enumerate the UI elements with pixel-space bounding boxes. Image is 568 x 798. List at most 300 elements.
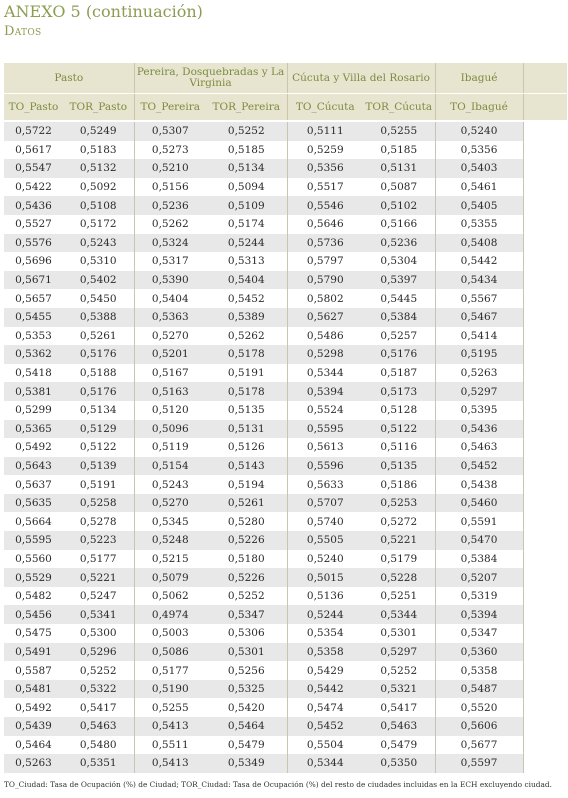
table-cell: 0,5092 [63, 178, 134, 197]
table-cell: 0,5134 [206, 159, 287, 178]
table-cell: 0,5517 [287, 178, 363, 197]
table-row [4, 420, 567, 439]
table-row [4, 605, 567, 624]
table-row [4, 531, 567, 550]
table-cell: 0,5317 [134, 252, 206, 271]
table-cell: 0,5479 [206, 736, 287, 755]
table-cell: 0,5191 [63, 475, 134, 494]
table-row [4, 345, 567, 364]
table-cell: 0,5344 [287, 364, 363, 383]
table-row [4, 252, 567, 271]
column-header: TOR_Pereira [206, 94, 287, 122]
table-cell: 0,5313 [206, 252, 287, 271]
table-cell: 0,5154 [134, 457, 206, 476]
table-cell: 0,5436 [435, 420, 523, 439]
table-cell: 0,5134 [63, 401, 134, 420]
table-cell: 0,5438 [435, 475, 523, 494]
table-cell: 0,5595 [287, 420, 363, 439]
table-cell: 0,5096 [134, 420, 206, 439]
table-cell: 0,5363 [134, 308, 206, 327]
table-cell: 0,5195 [435, 345, 523, 364]
table-cell: 0,5722 [4, 121, 63, 141]
table-cell: 0,5461 [435, 178, 523, 197]
table-cell: 0,5344 [363, 605, 435, 624]
table-cell: 0,5657 [4, 289, 63, 308]
table-cell: 0,5263 [4, 754, 63, 773]
table-cell: 0,5240 [435, 121, 523, 141]
table-cell: 0,5414 [435, 327, 523, 346]
group-header-ibague: Ibagué [435, 63, 523, 94]
empty-cell [523, 382, 567, 401]
group-header-pereira: Pereira, Dosquebradas y La Virginia [134, 63, 287, 94]
empty-cell [523, 252, 567, 271]
table-cell: 0,5384 [435, 550, 523, 569]
table-cell: 0,5418 [4, 364, 63, 383]
table-cell: 0,5520 [435, 698, 523, 717]
table-cell: 0,5491 [4, 643, 63, 662]
table-cell: 0,5480 [63, 736, 134, 755]
empty-cell [523, 587, 567, 606]
table-cell: 0,5139 [63, 457, 134, 476]
table-cell: 0,5429 [287, 661, 363, 680]
group-header-pasto: Pasto [4, 63, 134, 94]
empty-cell [523, 178, 567, 197]
table-cell: 0,5255 [134, 698, 206, 717]
table-cell: 0,5707 [287, 494, 363, 513]
column-header: TO_Pasto [4, 94, 63, 122]
table-cell: 0,5325 [206, 680, 287, 699]
table-cell: 0,5221 [363, 531, 435, 550]
table-cell: 0,5527 [4, 215, 63, 234]
table-cell: 0,5362 [4, 345, 63, 364]
table-cell: 0,5301 [206, 643, 287, 662]
empty-cell [523, 401, 567, 420]
table-cell: 0,5131 [363, 159, 435, 178]
table-cell: 0,5450 [63, 289, 134, 308]
table-row [4, 364, 567, 383]
empty-cell [523, 680, 567, 699]
table-cell: 0,5003 [134, 624, 206, 643]
empty-cell [523, 271, 567, 290]
table-cell: 0,5802 [287, 289, 363, 308]
table-cell: 0,5253 [363, 494, 435, 513]
table-cell: 0,5482 [4, 587, 63, 606]
table-cell: 0,5505 [287, 531, 363, 550]
table-cell: 0,5102 [363, 196, 435, 215]
table-cell: 0,5297 [363, 643, 435, 662]
table-cell: 0,5262 [134, 215, 206, 234]
table-cell: 0,5201 [134, 345, 206, 364]
table-cell: 0,5128 [363, 401, 435, 420]
table-cell: 0,5186 [363, 475, 435, 494]
table-cell: 0,5664 [4, 512, 63, 531]
table-row [4, 308, 567, 327]
table-cell: 0,5464 [206, 717, 287, 736]
table-cell: 0,5355 [435, 215, 523, 234]
table-cell: 0,5236 [363, 234, 435, 253]
table-cell: 0,5404 [206, 271, 287, 290]
table-cell: 0,5015 [287, 568, 363, 587]
table-cell: 0,5178 [206, 345, 287, 364]
table-row [4, 661, 567, 680]
table-cell: 0,5547 [4, 159, 63, 178]
table-cell: 0,5094 [206, 178, 287, 197]
table-cell: 0,5637 [4, 475, 63, 494]
table-body [4, 121, 567, 773]
table-cell: 0,5261 [63, 327, 134, 346]
empty-cell [523, 289, 567, 308]
table-cell: 0,5257 [363, 327, 435, 346]
table-cell: 0,5452 [206, 289, 287, 308]
table-cell: 0,5176 [63, 382, 134, 401]
table-cell: 0,5356 [287, 159, 363, 178]
table-cell: 0,5185 [363, 141, 435, 160]
table-cell: 0,5249 [63, 121, 134, 141]
table-cell: 0,5790 [287, 271, 363, 290]
empty-header-cell [523, 94, 567, 122]
table-cell: 0,5422 [4, 178, 63, 197]
table-row [4, 438, 567, 457]
table-cell: 0,5270 [134, 327, 206, 346]
table-row [4, 196, 567, 215]
table-cell: 0,5296 [63, 643, 134, 662]
table-row [4, 121, 567, 141]
table-cell: 0,5797 [287, 252, 363, 271]
table-cell: 0,5252 [363, 661, 435, 680]
table-cell: 0,5191 [206, 364, 287, 383]
table-row [4, 550, 567, 569]
table-cell: 0,5116 [363, 438, 435, 457]
table-cell: 0,5236 [134, 196, 206, 215]
column-header: TO_Cúcuta [287, 94, 363, 122]
table-cell: 0,5272 [363, 512, 435, 531]
table-cell: 0,5183 [63, 141, 134, 160]
table-cell: 0,5297 [435, 382, 523, 401]
empty-cell [523, 196, 567, 215]
table-row [4, 754, 567, 773]
table-cell: 0,5475 [4, 624, 63, 643]
table-cell: 0,5646 [287, 215, 363, 234]
table-row [4, 568, 567, 587]
table-cell: 0,5136 [287, 587, 363, 606]
column-header: TOR_Pasto [63, 94, 134, 122]
column-header-row [4, 94, 567, 122]
table-row [4, 234, 567, 253]
table-cell: 0,5455 [4, 308, 63, 327]
table-cell: 0,5172 [63, 215, 134, 234]
table-cell: 0,5194 [206, 475, 287, 494]
table-cell: 0,5463 [63, 717, 134, 736]
table-cell: 0,5143 [206, 457, 287, 476]
table-cell: 0,5278 [63, 512, 134, 531]
table-cell: 0,5273 [134, 141, 206, 160]
table-cell: 0,5207 [435, 568, 523, 587]
table-cell: 0,5439 [4, 717, 63, 736]
table-cell: 0,5529 [4, 568, 63, 587]
table-cell: 0,5463 [435, 438, 523, 457]
table-cell: 0,5156 [134, 178, 206, 197]
table-cell: 0,5307 [134, 121, 206, 141]
empty-cell [523, 531, 567, 550]
table-cell: 0,5365 [4, 420, 63, 439]
table-cell: 0,5347 [206, 605, 287, 624]
table-cell: 0,5358 [435, 661, 523, 680]
table-cell: 0,5300 [63, 624, 134, 643]
table-cell: 0,5221 [63, 568, 134, 587]
table-row [4, 178, 567, 197]
empty-cell [523, 736, 567, 755]
table-cell: 0,5120 [134, 401, 206, 420]
table-cell: 0,5417 [363, 698, 435, 717]
table-cell: 0,5456 [4, 605, 63, 624]
table-row [4, 457, 567, 476]
table-cell: 0,5617 [4, 141, 63, 160]
table-cell: 0,5166 [363, 215, 435, 234]
table-cell: 0,5344 [287, 754, 363, 773]
table-cell: 0,5256 [206, 661, 287, 680]
table-cell: 0,5319 [435, 587, 523, 606]
table-cell: 0,5132 [63, 159, 134, 178]
table-cell: 0,5696 [4, 252, 63, 271]
empty-cell [523, 624, 567, 643]
table-row [4, 494, 567, 513]
table-cell: 0,5479 [363, 736, 435, 755]
table-cell: 0,5215 [134, 550, 206, 569]
empty-cell [523, 661, 567, 680]
table-cell: 0,5445 [363, 289, 435, 308]
table-cell: 0,5463 [363, 717, 435, 736]
table-cell: 0,5504 [287, 736, 363, 755]
table-cell: 0,5177 [63, 550, 134, 569]
table-cell: 0,5560 [4, 550, 63, 569]
table-cell: 0,5546 [287, 196, 363, 215]
table-cell: 0,5390 [134, 271, 206, 290]
table-cell: 0,5179 [363, 550, 435, 569]
table-cell: 0,5223 [63, 531, 134, 550]
table-cell: 0,5228 [363, 568, 435, 587]
table-cell: 0,5252 [63, 661, 134, 680]
table-cell: 0,5404 [134, 289, 206, 308]
table-cell: 0,5324 [134, 234, 206, 253]
group-header-cucuta: Cúcuta y Villa del Rosario [287, 63, 435, 94]
table-cell: 0,5270 [134, 494, 206, 513]
table-cell: 0,5633 [287, 475, 363, 494]
table-cell: 0,5163 [134, 382, 206, 401]
empty-cell [523, 457, 567, 476]
table-cell: 0,5345 [134, 512, 206, 531]
table-cell: 0,5261 [206, 494, 287, 513]
table-cell: 0,5304 [363, 252, 435, 271]
table-cell: 0,5087 [363, 178, 435, 197]
table-cell: 0,5474 [287, 698, 363, 717]
table-row [4, 512, 567, 531]
table-cell: 0,5353 [4, 327, 63, 346]
table-cell: 0,5587 [4, 661, 63, 680]
table-cell: 0,5384 [363, 308, 435, 327]
table-cell: 0,5176 [63, 345, 134, 364]
empty-cell [523, 420, 567, 439]
table-cell: 0,5635 [4, 494, 63, 513]
table-cell: 0,5481 [4, 680, 63, 699]
table-cell: 0,5263 [435, 364, 523, 383]
table-cell: 0,5347 [435, 624, 523, 643]
table-cell: 0,5177 [134, 661, 206, 680]
empty-cell [523, 512, 567, 531]
table-cell: 0,5062 [134, 587, 206, 606]
table-cell: 0,5119 [134, 438, 206, 457]
table-cell: 0,5243 [134, 475, 206, 494]
table-cell: 0,5108 [63, 196, 134, 215]
table-cell: 0,5434 [435, 271, 523, 290]
empty-cell [523, 234, 567, 253]
table-cell: 0,5135 [206, 401, 287, 420]
table-cell: 0,5467 [435, 308, 523, 327]
table-cell: 0,5301 [363, 624, 435, 643]
table-cell: 0,5321 [363, 680, 435, 699]
empty-cell [523, 475, 567, 494]
empty-cell [523, 345, 567, 364]
table-cell: 0,5417 [63, 698, 134, 717]
empty-cell [523, 308, 567, 327]
table-cell: 0,5240 [287, 550, 363, 569]
table-cell: 0,5460 [435, 494, 523, 513]
table-row [4, 141, 567, 160]
table-cell: 0,5388 [63, 308, 134, 327]
table-cell: 0,5591 [435, 512, 523, 531]
table-cell: 0,5470 [435, 531, 523, 550]
table-row [4, 289, 567, 308]
table-cell: 0,5122 [63, 438, 134, 457]
empty-header-cell [523, 63, 567, 94]
table-cell: 0,5185 [206, 141, 287, 160]
footnote: TO_Ciudad: Tasa de Ocupación (%) de Ciudad; TOR_Ciudad: Tasa de Ocupación (%) del resto de ciudades incluidas en la ECH excluyendo ciudad. [4, 780, 552, 789]
table-cell: 0,5187 [363, 364, 435, 383]
table-cell: 0,5492 [4, 698, 63, 717]
table-cell: 0,5299 [4, 401, 63, 420]
table-cell: 0,5244 [287, 605, 363, 624]
table-cell: 0,5358 [287, 643, 363, 662]
table-cell: 0,5596 [287, 457, 363, 476]
table-cell: 0,4974 [134, 605, 206, 624]
table-cell: 0,5280 [206, 512, 287, 531]
data-table [4, 63, 567, 773]
table-cell: 0,5606 [435, 717, 523, 736]
table-cell: 0,5188 [63, 364, 134, 383]
table-row [4, 271, 567, 290]
table-cell: 0,5452 [287, 717, 363, 736]
empty-cell [523, 159, 567, 178]
table-cell: 0,5226 [206, 531, 287, 550]
table-cell: 0,5341 [63, 605, 134, 624]
table-cell: 0,5413 [134, 754, 206, 773]
table-cell: 0,5178 [206, 382, 287, 401]
table-cell: 0,5310 [63, 252, 134, 271]
table-row [4, 215, 567, 234]
table-cell: 0,5251 [363, 587, 435, 606]
table-cell: 0,5671 [4, 271, 63, 290]
empty-cell [523, 141, 567, 160]
table-cell: 0,5243 [63, 234, 134, 253]
table-row [4, 159, 567, 178]
table-cell: 0,5086 [134, 643, 206, 662]
table-cell: 0,5126 [206, 438, 287, 457]
table-cell: 0,5259 [287, 141, 363, 160]
table-cell: 0,5306 [206, 624, 287, 643]
table-cell: 0,5464 [4, 736, 63, 755]
table-row [4, 624, 567, 643]
table-cell: 0,5180 [206, 550, 287, 569]
table-cell: 0,5408 [435, 234, 523, 253]
table-cell: 0,5643 [4, 457, 63, 476]
empty-cell [523, 550, 567, 569]
table-cell: 0,5511 [134, 736, 206, 755]
empty-cell [523, 215, 567, 234]
table-cell: 0,5252 [206, 587, 287, 606]
table-cell: 0,5397 [363, 271, 435, 290]
page-title: ANEXO 5 (continuación) [4, 2, 203, 21]
table-cell: 0,5298 [287, 345, 363, 364]
table-cell: 0,5122 [363, 420, 435, 439]
table-row [4, 587, 567, 606]
table-cell: 0,5174 [206, 215, 287, 234]
table-cell: 0,5255 [363, 121, 435, 141]
table-cell: 0,5079 [134, 568, 206, 587]
table-cell: 0,5442 [435, 252, 523, 271]
table-cell: 0,5356 [435, 141, 523, 160]
page-subtitle: Datos [4, 24, 42, 39]
table-cell: 0,5252 [206, 121, 287, 141]
table-cell: 0,5613 [287, 438, 363, 457]
table-cell: 0,5567 [435, 289, 523, 308]
table-cell: 0,5487 [435, 680, 523, 699]
table-cell: 0,5394 [435, 605, 523, 624]
table-cell: 0,5176 [363, 345, 435, 364]
column-header: TO_Pereira [134, 94, 206, 122]
table-cell: 0,5360 [435, 643, 523, 662]
table-row [4, 698, 567, 717]
table-cell: 0,5677 [435, 736, 523, 755]
table-cell: 0,5111 [287, 121, 363, 141]
table-cell: 0,5351 [63, 754, 134, 773]
table-cell: 0,5413 [134, 717, 206, 736]
table-cell: 0,5402 [63, 271, 134, 290]
column-header: TOR_Cúcuta [363, 94, 435, 122]
table-cell: 0,5420 [206, 698, 287, 717]
table-cell: 0,5597 [435, 754, 523, 773]
table-cell: 0,5109 [206, 196, 287, 215]
table-cell: 0,5394 [287, 382, 363, 401]
empty-cell [523, 698, 567, 717]
empty-cell [523, 605, 567, 624]
empty-cell [523, 438, 567, 457]
table-cell: 0,5627 [287, 308, 363, 327]
table-cell: 0,5173 [363, 382, 435, 401]
table-cell: 0,5248 [134, 531, 206, 550]
table-cell: 0,5595 [4, 531, 63, 550]
table-row [4, 327, 567, 346]
table-cell: 0,5129 [63, 420, 134, 439]
table-cell: 0,5349 [206, 754, 287, 773]
table-cell: 0,5226 [206, 568, 287, 587]
empty-cell [523, 568, 567, 587]
table-cell: 0,5389 [206, 308, 287, 327]
table-cell: 0,5247 [63, 587, 134, 606]
empty-cell [523, 643, 567, 662]
table-cell: 0,5131 [206, 420, 287, 439]
empty-cell [523, 121, 567, 141]
table-row [4, 382, 567, 401]
table-cell: 0,5403 [435, 159, 523, 178]
